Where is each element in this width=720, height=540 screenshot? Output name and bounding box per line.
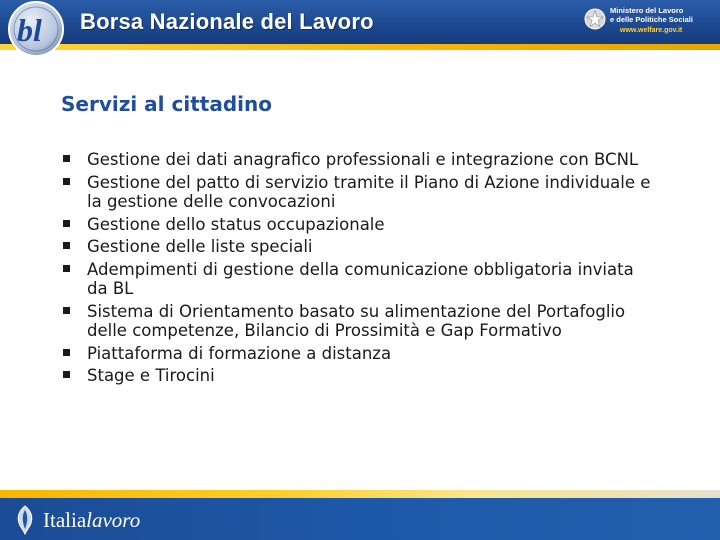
square-bullet-icon [63, 265, 70, 272]
square-bullet-icon [63, 155, 70, 162]
list-item-text-continued: delle competenze, Bilancio di Prossimità e Gap Formativo [87, 321, 562, 340]
list-item [62, 173, 702, 212]
square-bullet-icon [63, 242, 70, 249]
italialavoro-mark-icon [14, 505, 36, 535]
footer-accent-band [0, 490, 720, 498]
list-item [62, 150, 702, 170]
square-bullet-icon [63, 349, 70, 356]
square-bullet-icon [63, 371, 70, 378]
ministry-badge [584, 6, 714, 40]
list-item-text: Gestione delle liste speciali [87, 237, 313, 256]
list-item-text: Piattaforma di formazione a distanza [87, 343, 392, 363]
list-item [62, 344, 702, 364]
bl-logo-icon [6, 0, 66, 58]
list-item-text: Stage e Tirocini [87, 366, 215, 385]
square-bullet-icon [63, 220, 70, 227]
footer-logo-part2: lavoro [86, 508, 141, 532]
list-item [62, 215, 702, 235]
list-item [62, 366, 702, 386]
page-title: Servizi al cittadino [61, 92, 272, 116]
footer-logo-part1: Italia [43, 508, 87, 532]
list-item-text: Gestione del patto di servizio tramite il Piano di Azione individuale e [87, 172, 651, 192]
list-item-text-continued: la gestione delle convocazioni [87, 192, 336, 211]
list-item [62, 237, 702, 257]
list-item-text: Adempimenti di gestione della comunicazione obbligatoria inviata [87, 259, 634, 279]
list-item-text: Gestione dello status occupazionale [87, 214, 385, 234]
ministry-url-link[interactable]: www.welfare.gov.it [620, 27, 683, 34]
list-item [62, 260, 702, 299]
footer-logo [43, 508, 140, 533]
square-bullet-icon [63, 178, 70, 185]
header-accent-band [0, 44, 720, 50]
services-list [62, 150, 702, 389]
list-item-text: Gestione dei dati anagrafico professionali e integrazione con BCNL [87, 150, 639, 169]
svg-text:bl: bl [17, 12, 42, 48]
ministry-name [610, 6, 693, 24]
list-item [62, 302, 702, 341]
list-item-text-continued: da BL [87, 279, 134, 298]
list-item-text: Sistema di Orientamento basato su alimentazione del Portafoglio [87, 301, 626, 321]
square-bullet-icon [63, 307, 70, 314]
italian-emblem-icon [584, 8, 606, 30]
brand-title: Borsa Nazionale del Lavoro [80, 9, 374, 34]
ministry-line-1: Ministero del Lavoro [610, 6, 684, 15]
ministry-line-2: e delle Politiche Sociali [610, 15, 693, 24]
